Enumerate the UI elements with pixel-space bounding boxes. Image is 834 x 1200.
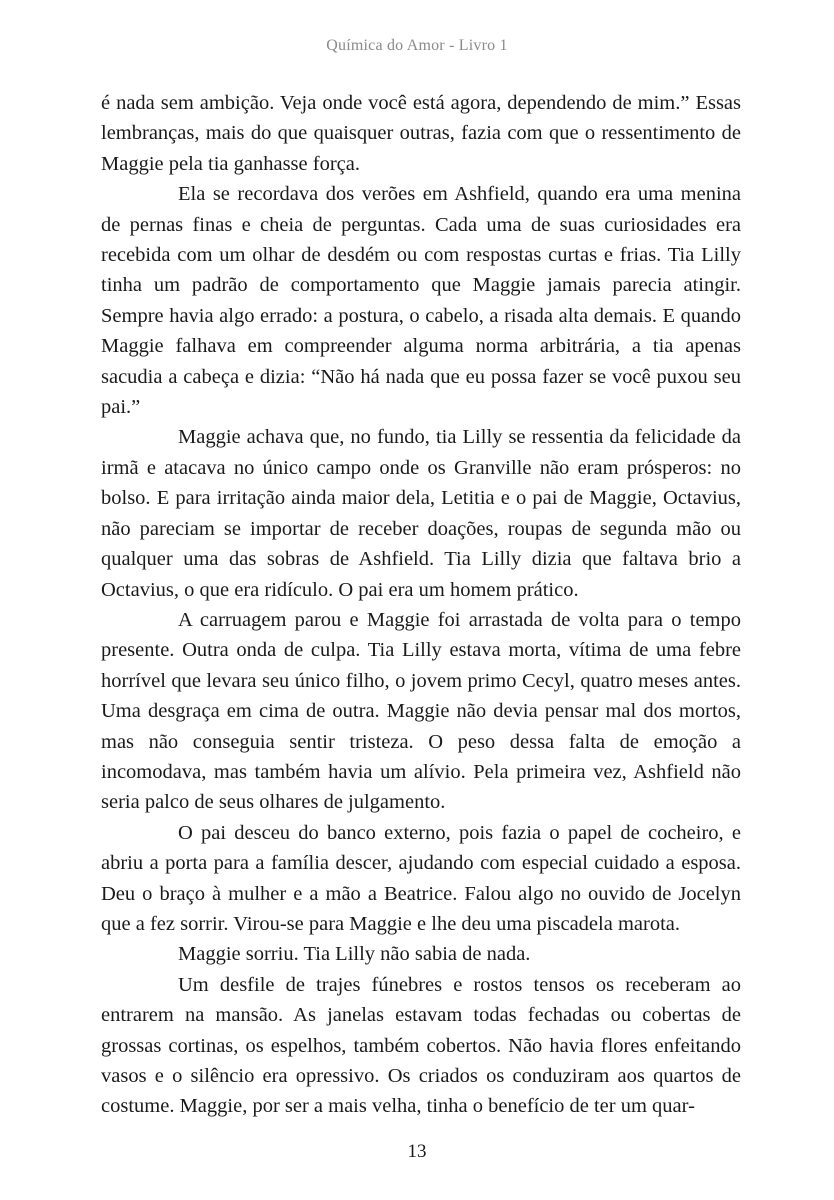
paragraph: A carruagem parou e Maggie foi arrastada de volta para o tempo presente. Outra onda de culpa. Tia Lilly estava morta, vítima de uma febre horrível que levara seu único filho, o jovem primo Cecyl, quatro meses antes. Uma desgraça em cima de outra. Maggie não devia pensar mal dos mortos, mas não conseguia sentir tristeza. O peso dessa falta de emoção a incomodava, mas também havia um alívio. Pela primeira vez, Ashfield não seria palco de seus olhares de julgamento. (101, 608, 741, 814)
paragraph: O pai desceu do banco externo, pois fazia o papel de cocheiro, e abriu a porta para a família descer, ajudando com especial cuidado a esposa. Deu o braço à mulher e a mão a Beatrice. Falou algo no ouvido de Jocelyn que a fez sorrir. Virou-se para Maggie e lhe deu uma piscadela marota. (101, 821, 741, 935)
paragraph: Maggie sorriu. Tia Lilly não sabia de nada. (178, 943, 531, 966)
running-header: Química do Amor - Livro 1 (326, 37, 508, 54)
paragraph: Ela se recordava dos verões em Ashfield, quando era uma menina de pernas finas e cheia de perguntas. Cada uma de suas curiosidades era recebida com um olhar de desdém ou com respostas curtas e frias. Tia Lilly tinha um padrão de comportamento que Maggie jamais parecia atingir. Sempre havia algo errado: a postura, o cabelo, a risada alta demais. E quando Maggie falhava em compreender alguma norma arbitrária, a tia apenas sacudia a cabeça e dizia: “Não há nada que eu possa fazer se você puxou seu pai.” (101, 183, 741, 419)
page-number: 13 (407, 1141, 427, 1162)
paragraph: Maggie achava que, no fundo, tia Lilly se ressentia da felicidade da irmã e atacava no único campo onde os Granville não eram prósperos: no bolso. E para irritação ainda maior dela, Letitia e o pai de Maggie, Octavius, não pareciam se importar de receber doações, roupas de segunda mão ou qualquer uma das sobras de Ashfield. Tia Lilly dizia que faltava brio a Octavius, o que era ridículo. O pai era um homem prático. (101, 426, 741, 601)
body-text (101, 88, 741, 1122)
paragraph: Um desfile de trajes fúnebres e rostos tensos os receberam ao entrarem na mansão. As janelas estavam todas fechadas ou cobertas de grossas cortinas, os espelhos, também cobertos. Não havia flores enfeitando vasos e o silêncio era opressivo. Os criados os conduziram aos quartos de costume. Maggie, por ser a mais velha, tinha o benefício de ter um quar- (101, 973, 741, 1118)
paragraph: é nada sem ambição. Veja onde você está agora, dependendo de mim.” Essas lembranças, mais do que quaisquer outras, fazia com que o ressentimento de Maggie pela tia ganhasse força. (101, 92, 741, 175)
